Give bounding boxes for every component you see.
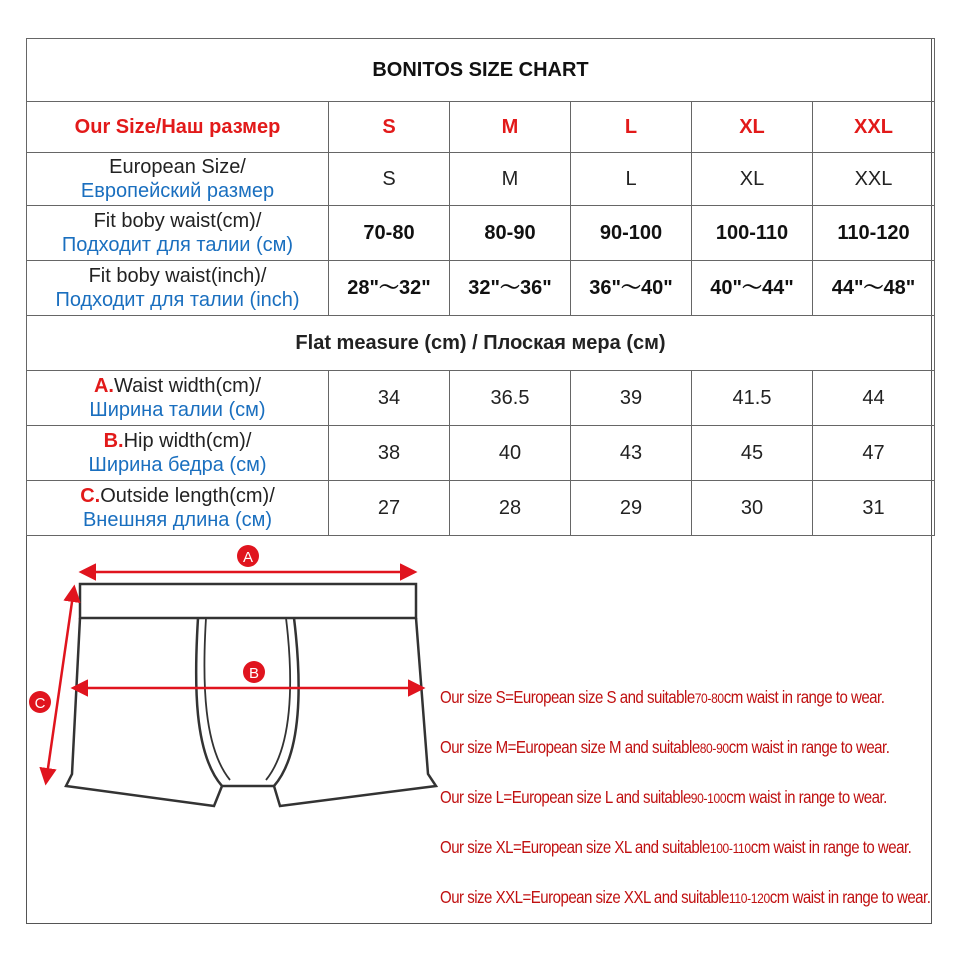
waistband-outline xyxy=(80,584,416,618)
european-size-value: L xyxy=(571,153,692,206)
waist-cm-row xyxy=(27,206,935,261)
measure-value: 29 xyxy=(571,481,692,536)
size-header: S xyxy=(329,102,450,153)
marker-c-label: C xyxy=(34,695,46,712)
measure-value: 27 xyxy=(329,481,450,536)
european-size-row xyxy=(27,153,935,206)
measure-value: 28 xyxy=(450,481,571,536)
measure-value: 47 xyxy=(813,426,935,481)
flat-measure-row xyxy=(27,316,935,371)
outside-length-row xyxy=(27,481,935,536)
measure-value: 44 xyxy=(813,371,935,426)
measure-value: 31 xyxy=(813,481,935,536)
pouch-seam xyxy=(204,618,230,780)
waist-inch-value: 32"～36" xyxy=(450,261,571,316)
size-note: Our size XXL=European size XXL and suitable110-120cm waist in range to wear. xyxy=(440,887,931,907)
measure-value: 34 xyxy=(329,371,450,426)
waist-width-row xyxy=(27,371,935,426)
european-size-value: XL xyxy=(692,153,813,206)
measure-value: 38 xyxy=(329,426,450,481)
waist-cm-value: 90-100 xyxy=(571,206,692,261)
boxer-body-outline xyxy=(66,618,436,806)
flat-measure-heading: Flat measure (cm) / Плоская мера (см) xyxy=(27,316,935,371)
waist-inch-value: 40"～44" xyxy=(692,261,813,316)
pouch-seam xyxy=(266,618,290,780)
size-note: Our size S=European size S and suitable70-80cm waist in range to wear. xyxy=(440,687,885,707)
size-note: Our size XL=European size XL and suitable100-110cm waist in range to wear. xyxy=(440,837,912,857)
marker-letter: A. xyxy=(93,375,114,397)
european-size-label: European Size/ Европейский размер xyxy=(27,153,329,206)
measure-value: 45 xyxy=(692,426,813,481)
size-header: XL xyxy=(692,102,813,153)
chart-title: BONITOS SIZE CHART xyxy=(27,39,935,102)
waist-cm-label: Fit boby waist(cm)/ Подходит для талии (см) xyxy=(27,206,329,261)
hip-width-label: B.Hip width(cm)/ Ширина бедра (см) xyxy=(27,426,329,481)
our-size-label: Our Size/Наш размер xyxy=(27,102,329,153)
hip-width-row xyxy=(27,426,935,481)
size-header: M xyxy=(450,102,571,153)
european-size-value: M xyxy=(450,153,571,206)
waist-inch-label: Fit boby waist(inch)/ Подходит для талии (inch) xyxy=(27,261,329,316)
outside-length-label: C.Outside length(cm)/ Внешняя длина (см) xyxy=(27,481,329,536)
size-header: XXL xyxy=(813,102,935,153)
waist-cm-value: 100-110 xyxy=(692,206,813,261)
marker-a-label: A xyxy=(242,549,254,566)
marker-letter: C. xyxy=(80,485,101,507)
waist-cm-value: 70-80 xyxy=(329,206,450,261)
waist-inch-value: 44"～48" xyxy=(813,261,935,316)
waist-inch-row xyxy=(27,261,935,316)
marker-b-label: B xyxy=(248,665,260,682)
size-header: L xyxy=(571,102,692,153)
marker-letter: B. xyxy=(103,430,124,452)
size-chart-table xyxy=(26,38,935,536)
measure-value: 36.5 xyxy=(450,371,571,426)
waist-cm-value: 110-120 xyxy=(813,206,935,261)
size-notes xyxy=(440,684,930,934)
european-size-value: XXL xyxy=(813,153,935,206)
european-size-value: S xyxy=(329,153,450,206)
title-row xyxy=(27,39,935,102)
waist-inch-value: 28"～32" xyxy=(329,261,450,316)
measure-value: 43 xyxy=(571,426,692,481)
waist-width-label: A.Waist width(cm)/ Ширина талии (см) xyxy=(27,371,329,426)
measure-value: 39 xyxy=(571,371,692,426)
measure-value: 41.5 xyxy=(692,371,813,426)
measure-value: 30 xyxy=(692,481,813,536)
outside-length-arrow xyxy=(46,588,74,782)
size-note: Our size L=European size L and suitable90-100cm waist in range to wear. xyxy=(440,787,887,807)
size-note: Our size M=European size M and suitable80-90cm waist in range to wear. xyxy=(440,737,890,757)
waist-inch-value: 36"～40" xyxy=(571,261,692,316)
our-size-row xyxy=(27,102,935,153)
waist-cm-value: 80-90 xyxy=(450,206,571,261)
measure-value: 40 xyxy=(450,426,571,481)
